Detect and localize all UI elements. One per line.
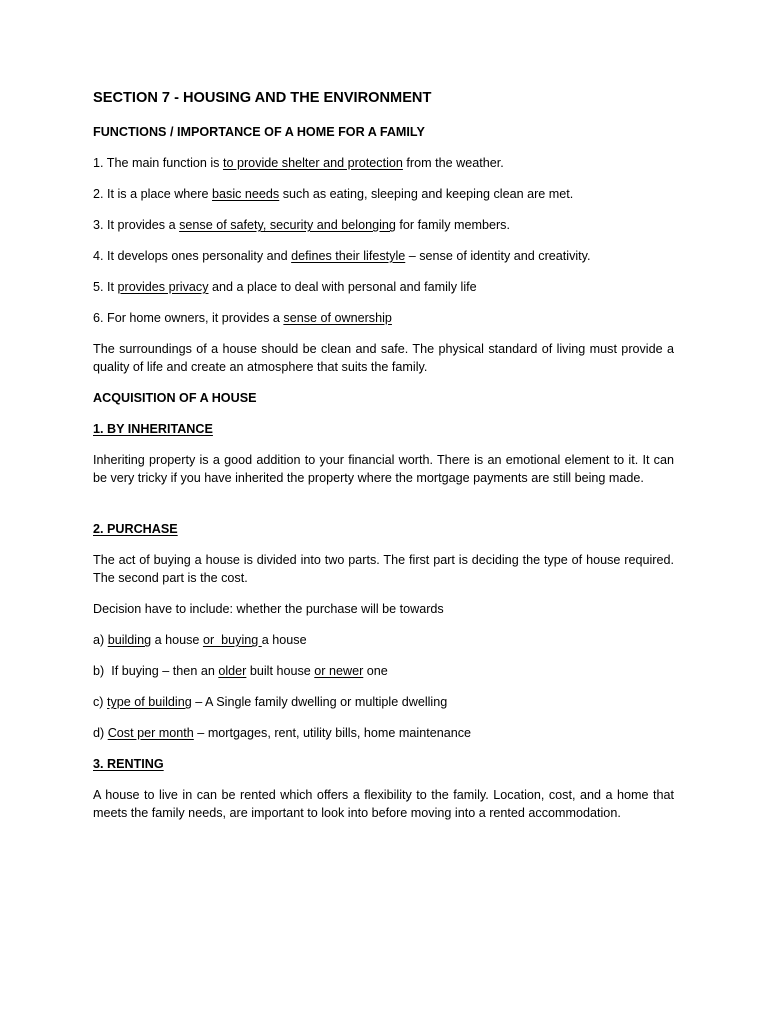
- function-item-2: [93, 185, 674, 203]
- option-b-older: older: [218, 664, 247, 678]
- option-d: [93, 724, 674, 742]
- function-item-1: [93, 154, 674, 172]
- option-a-buying: or buying: [202, 633, 262, 647]
- option-c: [93, 693, 674, 711]
- option-a-text-end: a house: [261, 633, 307, 647]
- function-2-text-end: such as eating, sleeping and keeping clean are met.: [279, 187, 574, 201]
- function-1-underlined: to provide shelter and protection: [222, 156, 403, 170]
- inheritance-heading: 1. BY INHERITANCE: [93, 422, 213, 436]
- function-3-text-end: for family members.: [395, 218, 510, 232]
- function-item-6: [93, 309, 674, 327]
- option-b-text: b) If buying – then an: [93, 664, 219, 678]
- option-d-text: – mortgages, rent, utility bills, home maintenance: [193, 726, 472, 740]
- purchase-paragraph: The act of buying a house is divided into two parts. The first part is deciding the type of house required. The second part is the cost.: [93, 553, 674, 586]
- surroundings-paragraph: The surroundings of a house should be clean and safe. The physical standard of living must provide a quality of life and create an atmosphere that suits the family.: [93, 342, 674, 375]
- function-3-text: 3. It provides a: [93, 218, 180, 232]
- option-c-text: – A Single family dwelling or multiple dwelling: [191, 695, 448, 709]
- inheritance-paragraph: Inheriting property is a good addition to your financial worth. There is an emotional element to it. It can be very tricky if you have inherited the property where the mortgage payments are still being made.: [93, 453, 674, 486]
- option-a-building: building: [107, 633, 152, 647]
- acquisition-heading: ACQUISITION OF A HOUSE: [93, 391, 257, 405]
- function-4-text: 4. It develops ones personality and: [93, 249, 292, 263]
- function-4-text-end: – sense of identity and creativity.: [405, 249, 591, 263]
- function-5-underlined: provides privacy: [117, 280, 209, 294]
- option-b: [93, 662, 674, 680]
- function-4-underlined: defines their lifestyle: [291, 249, 406, 263]
- option-a: [93, 631, 674, 649]
- option-d-cost-per-month: Cost per month: [107, 726, 194, 740]
- function-6-text: 6. For home owners, it provides a: [93, 311, 284, 325]
- decision-text: Decision have to include: whether the purchase will be towards: [93, 602, 444, 616]
- function-2-text: 2. It is a place where: [93, 187, 213, 201]
- function-2-underlined: basic needs: [212, 187, 280, 201]
- function-1-text-end: from the weather.: [402, 156, 504, 170]
- renting-heading: 3. RENTING: [93, 757, 164, 771]
- option-a-marker: a): [93, 633, 108, 647]
- option-c-type-of-building: type of building: [107, 695, 192, 709]
- renting-paragraph: A house to live in can be rented which offers a flexibility to the family. Location, cost, and a home that meets the family needs, are important to look into before moving into a rented accommodation.: [93, 788, 674, 821]
- function-5-text: 5. It: [93, 280, 118, 294]
- purchase-heading: 2. PURCHASE: [93, 522, 178, 536]
- function-5-text-end: and a place to deal with personal and family life: [208, 280, 477, 294]
- option-b-text-mid: built house: [246, 664, 315, 678]
- functions-heading: FUNCTIONS / IMPORTANCE OF A HOME FOR A FAMILY: [93, 125, 425, 139]
- function-3-underlined: sense of safety, security and belonging: [179, 218, 396, 232]
- option-b-newer: or newer: [314, 664, 364, 678]
- function-1-text: 1. The main function is: [93, 156, 223, 170]
- function-6-underlined: sense of ownership: [283, 311, 392, 325]
- function-item-4: [93, 247, 674, 265]
- option-d-marker: d): [93, 726, 108, 740]
- option-a-text: a house: [151, 633, 203, 647]
- page-title: SECTION 7 - HOUSING AND THE ENVIRONMENT: [93, 90, 432, 106]
- function-item-3: [93, 216, 674, 234]
- option-c-marker: c): [93, 695, 107, 709]
- option-b-text-end: one: [363, 664, 388, 678]
- function-item-5: [93, 278, 674, 296]
